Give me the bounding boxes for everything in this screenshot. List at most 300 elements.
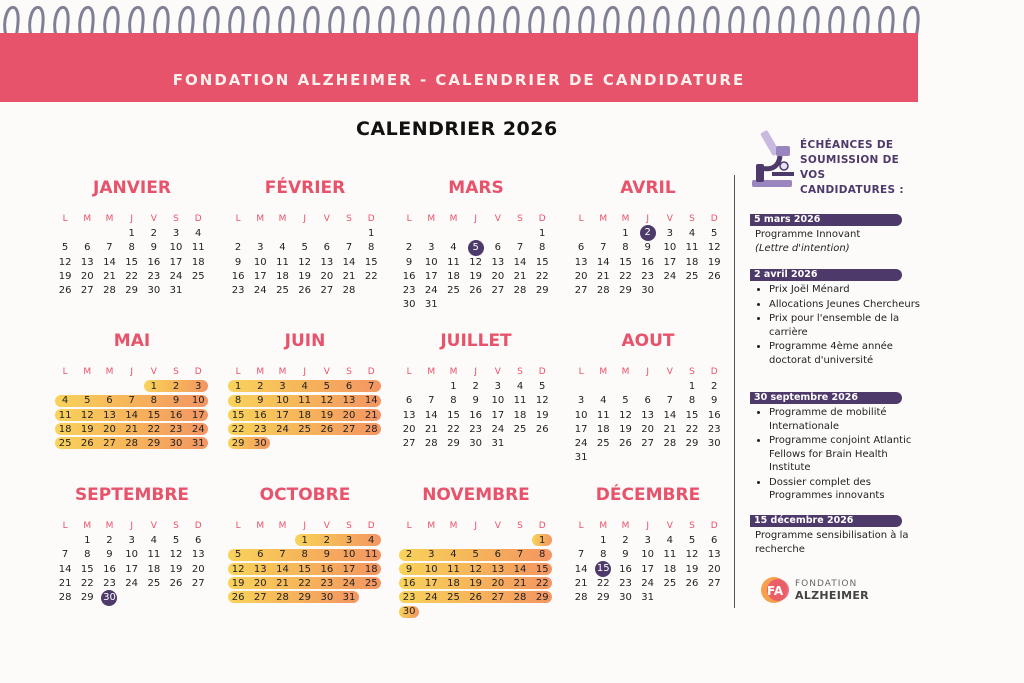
day-cell: 29: [80, 592, 94, 604]
month-grid: [570, 365, 726, 465]
day-cell: 30: [707, 438, 721, 450]
day-cell: 14: [276, 563, 289, 575]
day-cell: 4: [516, 380, 524, 392]
day-cell: 24: [663, 270, 677, 282]
weekday-label: S: [346, 367, 352, 378]
week-row: [398, 533, 554, 547]
day-cell: 12: [707, 242, 721, 254]
day-cell: 20: [191, 563, 205, 575]
month-2: [227, 178, 383, 318]
weekday-label: D: [538, 214, 546, 225]
week-row: [227, 533, 383, 547]
day-cell: 7: [516, 242, 524, 254]
day-cell: 22: [298, 577, 312, 589]
deadline-date-4: 15 décembre 2026: [750, 515, 902, 527]
day-cell: 19: [469, 270, 483, 282]
day-cell: 26: [320, 423, 334, 435]
day-cell: 16: [253, 409, 267, 421]
week-row: [54, 226, 210, 240]
day-cell: 24: [424, 285, 438, 297]
day-cell: 14: [58, 563, 72, 575]
week-row: [398, 408, 554, 422]
day-cell: 21: [58, 577, 72, 589]
month-12: [570, 485, 726, 625]
week-row: [570, 562, 726, 576]
weekday-label: J: [130, 521, 133, 532]
month-grid: [570, 519, 726, 605]
day-cell: 6: [84, 242, 91, 254]
day-cell: 25: [513, 423, 527, 435]
day-cell: 26: [535, 423, 549, 435]
month-name: AOUT: [621, 331, 675, 351]
day-cell: 8: [301, 549, 308, 561]
day-cell: 1: [688, 380, 696, 392]
microscope-icon: [748, 128, 798, 190]
month-name: JUIN: [284, 331, 326, 351]
day-cell: 28: [364, 423, 378, 435]
day-cell: 15: [447, 409, 460, 421]
day-cell: 21: [513, 270, 527, 282]
weekday-label: V: [666, 367, 673, 378]
day-cell: 1: [128, 227, 135, 239]
weekday-label: S: [346, 521, 352, 532]
day-cell: 9: [257, 395, 264, 407]
day-cell: 11: [685, 242, 699, 254]
day-cell: 16: [707, 409, 721, 421]
day-cell: 29: [298, 592, 312, 604]
day-cell: 12: [469, 563, 483, 575]
day-cell: 13: [342, 395, 356, 407]
week-row: [570, 226, 726, 240]
day-cell: 9: [711, 395, 718, 407]
day-cell: 11: [447, 563, 460, 575]
day-cell: 4: [61, 395, 69, 407]
day-cell: 3: [428, 242, 435, 254]
day-cell: 18: [364, 563, 378, 575]
day-cell: 14: [342, 256, 356, 268]
month-grid: [398, 212, 554, 312]
day-cell: 10: [491, 395, 505, 407]
day-cell: 16: [320, 563, 334, 575]
day-cell: 1: [150, 380, 158, 392]
weekday-header: [227, 519, 383, 533]
week-row: [54, 241, 210, 255]
deadline-note: (Lettre d'intention): [755, 242, 850, 254]
day-cell: 27: [320, 285, 334, 297]
day-cell: 12: [80, 409, 94, 421]
day-cell: 8: [84, 549, 91, 561]
weekday-label: J: [130, 214, 133, 225]
week-row: [398, 241, 554, 255]
day-cell: 25: [58, 438, 72, 450]
weekday-label: M: [621, 521, 630, 532]
day-cell: 9: [405, 563, 413, 575]
month-grid: [54, 519, 210, 605]
day-cell: 30: [641, 285, 655, 297]
day-cell: 20: [80, 270, 94, 282]
day-cell: 4: [450, 549, 457, 561]
month-7: [398, 331, 554, 471]
weekday-label: S: [689, 214, 695, 225]
day-cell: [465, 240, 487, 256]
day-cell: 10: [276, 395, 289, 407]
day-cell: 25: [447, 592, 460, 604]
day-cell: 4: [150, 534, 158, 546]
day-cell: 19: [320, 409, 334, 421]
day-cell: 22: [619, 270, 632, 282]
day-cell: 1: [600, 534, 607, 546]
month-grid: [570, 212, 726, 298]
day-cell: 8: [234, 395, 242, 407]
day-cell: 5: [61, 242, 69, 254]
day-cell: 3: [428, 549, 435, 561]
day-cell: 30: [469, 438, 483, 450]
week-row: [398, 379, 554, 393]
weekday-label: V: [323, 521, 330, 532]
day-cell: 13: [491, 256, 505, 268]
weekday-header: [54, 212, 210, 226]
day-cell: 5: [711, 227, 718, 239]
day-cell: 12: [535, 395, 549, 407]
day-cell: 25: [364, 577, 378, 589]
weekday-label: V: [323, 367, 330, 378]
day-cell: 23: [402, 285, 416, 297]
day-cell: 23: [169, 423, 183, 435]
day-cell: 29: [125, 285, 139, 297]
day-cell: 10: [191, 395, 205, 407]
day-cell: 3: [195, 380, 202, 392]
week-row: [570, 548, 726, 562]
day-cell: 18: [276, 270, 289, 282]
day-cell: 10: [169, 242, 183, 254]
day-cell: 9: [106, 549, 113, 561]
day-cell: 5: [539, 380, 546, 392]
deadline-date-2: 2 avril 2026: [750, 269, 902, 281]
day-cell: 12: [298, 256, 312, 268]
day-cell: 15: [535, 563, 549, 575]
deadline-date-3: 30 septembre 2026: [750, 392, 902, 404]
week-row: [570, 576, 726, 590]
day-cell: 11: [596, 409, 610, 421]
weekday-label: M: [427, 521, 436, 532]
deadline-item: • Programme de mobilité Internationale: [769, 406, 920, 433]
day-cell: 15: [80, 563, 94, 575]
day-cell: 24: [574, 438, 588, 450]
day-cell: 11: [447, 256, 460, 268]
day-cell: 18: [596, 423, 610, 435]
day-cell: 17: [253, 270, 267, 282]
day-cell: 18: [447, 270, 460, 282]
day-cell: 7: [577, 549, 585, 561]
day-cell: 13: [491, 563, 505, 575]
weekday-label: L: [235, 214, 241, 225]
day-cell: 27: [342, 423, 356, 435]
day-cell: 9: [472, 395, 479, 407]
week-row: [398, 548, 554, 562]
day-cell: 23: [641, 270, 655, 282]
weekday-label: M: [278, 521, 287, 532]
day-cell: 11: [191, 242, 205, 254]
day-cell: 19: [80, 423, 94, 435]
day-cell: 17: [574, 423, 588, 435]
day-cell: 2: [405, 242, 413, 254]
deadlines-title: ÉCHÉANCES DE SOUMISSION DE VOS CANDIDATURES :: [800, 139, 904, 196]
weekday-header: [227, 212, 383, 226]
day-cell: 24: [191, 423, 205, 435]
day-cell: 7: [666, 395, 674, 407]
day-cell: 11: [298, 395, 312, 407]
day-cell: 3: [494, 380, 502, 392]
day-cell: 17: [424, 270, 438, 282]
logo-mark-icon: [760, 576, 790, 604]
day-cell: 20: [574, 270, 588, 282]
week-row: [570, 394, 726, 408]
day-cell: 14: [574, 563, 588, 575]
weekday-header: [398, 365, 554, 379]
day-cell: 14: [513, 256, 527, 268]
day-cell: 26: [619, 438, 632, 450]
day-cell: 3: [172, 227, 180, 239]
weekday-label: M: [621, 367, 630, 378]
weekday-label: L: [406, 367, 412, 378]
week-row: [398, 283, 554, 297]
day-cell: 13: [191, 549, 205, 561]
weekday-label: V: [323, 214, 330, 225]
weekday-label: V: [494, 214, 501, 225]
month-grid: [54, 365, 210, 451]
day-cell: 2: [622, 534, 629, 546]
day-cell: 16: [103, 563, 116, 575]
day-cell: 9: [644, 242, 651, 254]
day-cell: 5: [323, 380, 331, 392]
week-row: [54, 255, 210, 269]
weekday-label: M: [449, 367, 458, 378]
weekday-label: L: [406, 214, 412, 225]
weekday-label: J: [474, 214, 477, 225]
week-row: [570, 533, 726, 547]
weekday-label: D: [194, 214, 202, 225]
day-cell: 10: [641, 549, 655, 561]
day-cell: 3: [257, 242, 264, 254]
day-cell: 28: [513, 285, 527, 297]
day-cell: 11: [276, 256, 289, 268]
day-cell: 31: [491, 438, 505, 450]
day-cell: 9: [323, 549, 331, 561]
day-cell: 28: [424, 438, 438, 450]
day-cell: 30: [619, 592, 632, 604]
deadline-marker: 5: [468, 240, 484, 256]
weekday-label: M: [449, 214, 458, 225]
day-cell: 4: [600, 395, 607, 407]
weekday-label: S: [517, 367, 523, 378]
day-cell: 5: [301, 242, 308, 254]
day-cell: 15: [147, 409, 161, 421]
week-row: [227, 562, 383, 576]
day-cell: 2: [234, 242, 242, 254]
day-cell: 29: [147, 438, 161, 450]
week-row: [570, 422, 726, 436]
week-row: [54, 394, 210, 408]
day-cell: 13: [402, 409, 416, 421]
day-cell: 22: [535, 577, 549, 589]
day-cell: 13: [253, 563, 267, 575]
day-cell: 12: [320, 395, 334, 407]
fondation-logo: [760, 576, 890, 604]
weekday-label: J: [303, 214, 306, 225]
day-cell: 25: [596, 438, 610, 450]
week-row: [54, 283, 210, 297]
day-cell: 7: [345, 242, 353, 254]
week-row: [570, 283, 726, 297]
weekday-label: S: [689, 367, 695, 378]
week-row: [54, 533, 210, 547]
weekday-header: [570, 365, 726, 379]
weekday-label: L: [235, 521, 241, 532]
day-cell: 10: [342, 549, 356, 561]
weekday-label: L: [235, 367, 241, 378]
deadline-marker: 15: [595, 561, 611, 577]
deadline-block-2: [755, 283, 920, 368]
day-cell: 28: [276, 592, 289, 604]
day-cell: 30: [402, 606, 416, 618]
day-cell: 17: [491, 409, 505, 421]
month-name: DÉCEMBRE: [595, 485, 701, 505]
day-cell: 7: [600, 242, 607, 254]
day-cell: [592, 561, 614, 577]
day-cell: 12: [619, 409, 632, 421]
day-cell: 21: [276, 577, 289, 589]
day-cell: 31: [191, 438, 205, 450]
day-cell: 14: [424, 409, 438, 421]
day-cell: 16: [641, 256, 655, 268]
day-cell: 17: [125, 563, 139, 575]
day-cell: 22: [535, 270, 549, 282]
logo-line2: ALZHEIMER: [795, 589, 869, 602]
week-row: [227, 241, 383, 255]
week-row: [398, 269, 554, 283]
weekday-label: J: [303, 521, 306, 532]
day-cell: 25: [147, 577, 161, 589]
day-cell: 23: [707, 423, 721, 435]
day-cell: 24: [125, 577, 139, 589]
weekday-label: S: [689, 521, 695, 532]
day-cell: 22: [596, 577, 610, 589]
day-cell: 16: [402, 577, 416, 589]
weekday-header: [570, 212, 726, 226]
week-row: [227, 283, 383, 297]
day-cell: 18: [298, 409, 312, 421]
day-cell: 4: [368, 534, 375, 546]
day-cell: 22: [80, 577, 94, 589]
logo-mark-text: FA: [767, 584, 784, 598]
day-cell: 15: [298, 563, 312, 575]
day-cell: 3: [279, 380, 286, 392]
deadline-item: • Allocations Jeunes Chercheurs: [769, 298, 920, 312]
day-cell: 10: [125, 549, 139, 561]
week-row: [398, 255, 554, 269]
day-cell: 25: [663, 577, 677, 589]
weekday-label: J: [303, 367, 306, 378]
day-cell: 15: [619, 256, 632, 268]
day-cell: 26: [298, 285, 312, 297]
day-cell: 7: [279, 549, 286, 561]
day-cell: 19: [535, 409, 549, 421]
day-cell: 19: [707, 256, 721, 268]
day-cell: 6: [711, 534, 718, 546]
day-cell: 29: [685, 438, 699, 450]
day-cell: 22: [231, 423, 245, 435]
day-cell: 1: [84, 534, 91, 546]
day-cell: 3: [666, 227, 674, 239]
week-row: [570, 590, 726, 604]
day-cell: 10: [424, 256, 438, 268]
deadline-item: • Programme conjoint Atlantic Fellows for Brain Health Institute: [769, 434, 920, 475]
day-cell: 16: [402, 270, 416, 282]
weekday-label: J: [130, 367, 133, 378]
weekday-label: M: [427, 367, 436, 378]
day-cell: 27: [103, 438, 116, 450]
day-cell: 17: [276, 409, 289, 421]
weekday-label: J: [646, 367, 649, 378]
day-cell: 8: [450, 395, 457, 407]
month-name: MARS: [448, 178, 504, 198]
day-cell: 14: [513, 563, 527, 575]
day-cell: 2: [472, 380, 479, 392]
day-cell: 31: [424, 299, 438, 311]
day-cell: 24: [342, 577, 356, 589]
month-name: JANVIER: [93, 178, 171, 198]
day-cell: 20: [402, 423, 416, 435]
day-cell: 11: [513, 395, 527, 407]
week-row: [54, 436, 210, 450]
weekday-header: [227, 365, 383, 379]
month-4: [570, 178, 726, 318]
week-row: [398, 590, 554, 604]
day-cell: [637, 225, 659, 241]
day-cell: 8: [368, 242, 375, 254]
month-1: [54, 178, 210, 318]
week-row: [398, 394, 554, 408]
day-cell: 1: [301, 534, 308, 546]
weekday-label: M: [278, 367, 287, 378]
day-cell: 28: [574, 592, 588, 604]
day-cell: 17: [663, 256, 677, 268]
day-cell: 4: [279, 242, 286, 254]
day-cell: 7: [428, 395, 435, 407]
day-cell: 7: [516, 549, 524, 561]
weekday-label: L: [62, 214, 68, 225]
weekday-label: M: [105, 521, 114, 532]
deadline-program: Programme Innovant: [755, 229, 861, 240]
day-cell: 6: [323, 242, 331, 254]
day-cell: 28: [663, 438, 677, 450]
day-cell: 27: [80, 285, 94, 297]
month-name: NOVEMBRE: [422, 485, 530, 505]
day-cell: 13: [574, 256, 588, 268]
day-cell: 24: [424, 592, 438, 604]
day-cell: 5: [84, 395, 91, 407]
day-cell: 26: [169, 577, 183, 589]
day-cell: 17: [191, 409, 205, 421]
logo-line1: FONDATION: [795, 579, 858, 589]
month-grid: [398, 519, 554, 619]
month-8: [570, 331, 726, 471]
day-cell: 16: [147, 256, 161, 268]
day-cell: 9: [405, 256, 413, 268]
week-row: [398, 436, 554, 450]
day-cell: 2: [711, 380, 718, 392]
page-title: CALENDRIER 2026: [356, 118, 558, 140]
